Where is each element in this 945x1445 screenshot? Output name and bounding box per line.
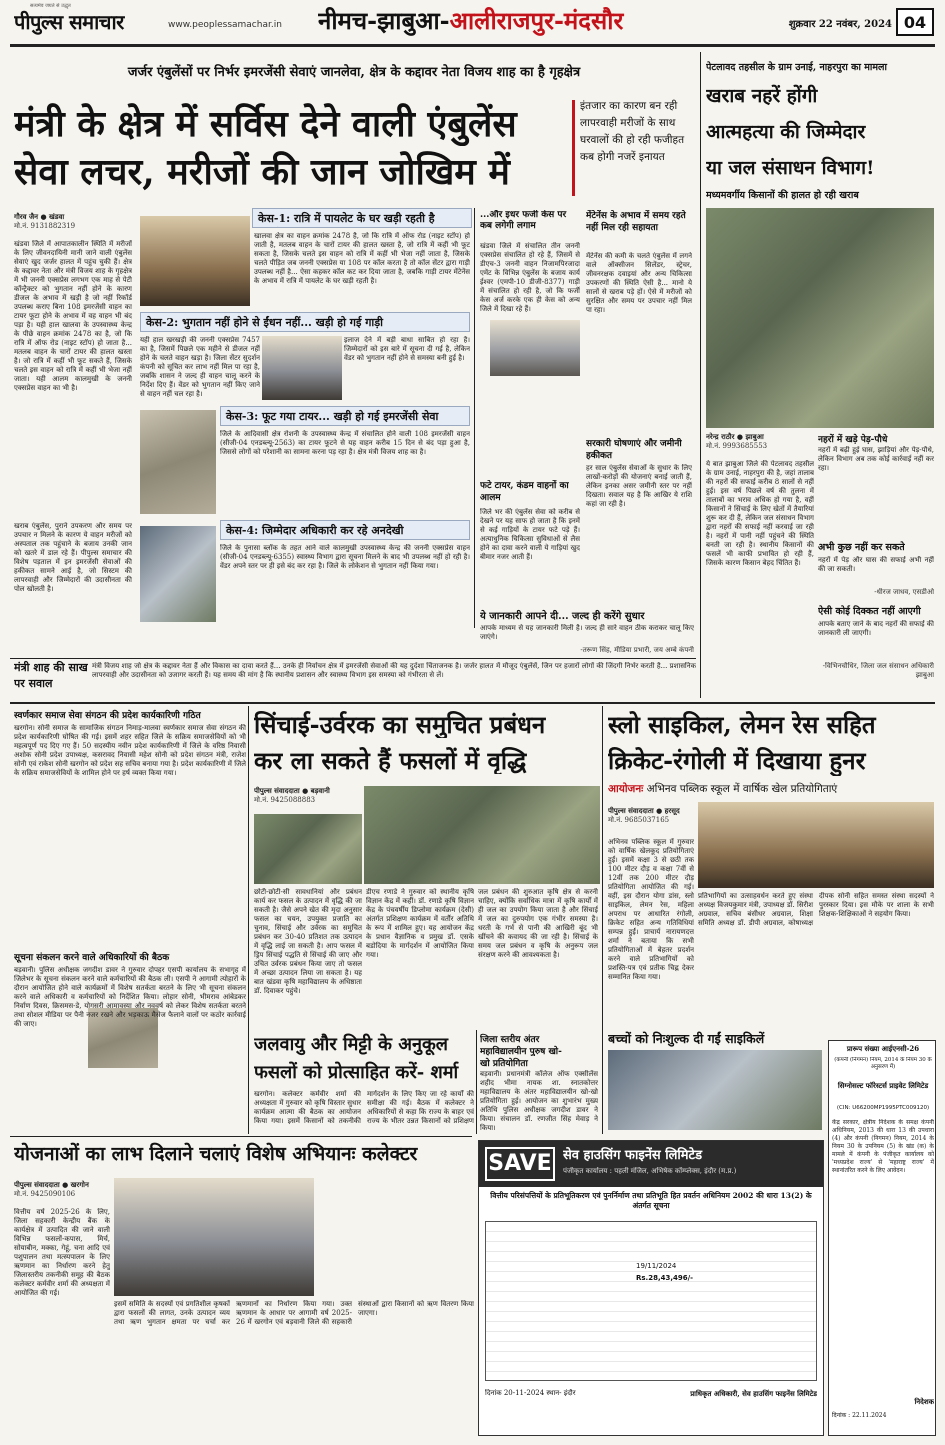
irrigation-mobile: मो.नं. 9425088883 [254, 796, 316, 804]
climate-body: खरगोन। कलेक्टर कर्मवीर शर्मा की अध्यक्षता में गुरुवार को कृषि विस्तार सुधार कार्यक्रम आत्मा की बैठक का आयोजन किया गया। इसमें किसानों को तकनीकी मार्गदर्शन के लिए किए जा रहे कार्यों की समीक्षा की गई। बैठक में कलेक्टर ने अधिकारियों से कहा कि राज्य के बाहर एवं राज्य के भीतर उन्नत किसानों को प्रशिक्षण [254, 1090, 474, 1125]
maint-text: मेंटेनेंस की कमी के चलते एंबुलेंस में लगने वाले ऑक्सीजन सिलेंडर, स्ट्रेचर, जीवनरक्षक दवाइयां और अन्य चिकित्सा उपकरणों की स्थिति ऐसी है... मानो ये सालों से खराब पड़े हों। ऐसे में मरीजों को सुरक्षित और समय पर उपचार नहीं मिल पा रहा। [586, 252, 692, 314]
notice-table [485, 1221, 817, 1381]
form-cin: (CIN: U66200MP1995PTC009120) [836, 1105, 930, 1111]
irrigation-byline: पीपुल्स संवाददाता ● बड़वानी [254, 786, 330, 795]
lead-column-rule [474, 208, 475, 628]
case-4-title: केस-4: जिम्मेदार अधिकारी कर रहे अनदेखी [220, 520, 470, 540]
region-part-1: नीमच-झाबुआ- [318, 6, 450, 35]
ambulance-photo-3 [140, 410, 216, 514]
school-body-2: प्रतिभागियों का उत्साहवर्धन करते हुए संस्था अध्यक्ष विजयकुमार मंत्री, उपाध्यक्ष डॉ. सिरीश अग्रवाल, सचिव बंसीधर अग्रवाल, शिक्षा समिति अध्यक्ष डॉ. डीपी अग्रवाल, कोषाध्यक्ष दीपक सोनी सहित समस्त संस्था सदस्यों ने पुरस्कार दिया। इस मौके पर शाला के सभी शिक्षक-शिक्षिकाओं ने सहयोग किया। [698, 892, 934, 927]
lead-quote-bar [572, 100, 575, 196]
lead-headline-1: मंत्री के क्षेत्र में सर्विस देने वाली एंबुलेंस [14, 103, 517, 145]
school-body: अभिनव पब्लिक स्कूल में गुरुवार को वार्षिक खेलकूद प्रतियोगिताएं हुईं। इसमें कक्षा 3 से छठी तक 100 मीटर दौड़ व कक्षा 7वीं से 12वीं तक 200 मीटर दौड़ प्रतियोगिता आयोजित की गई। वहीं, इस दौरान योगा डांस, स्लो साइकिल, लेमन रेस, महिला अपराध पर आधारित रंगोली, क्रिकेट सहित अन्य गतिविधियां सम्पन्न हुईं। प्राचार्य नारायणदत्त शर्मा ने बताया कि सभी प्रतियोगिताओं में बेहतर प्रदर्शन करने वाले प्रतिभागियों को प्रशस्ति-पत्र एवं प्रतीक चिह्न देकर सम्मानित किया गया। [608, 838, 694, 981]
lead-kicker: जर्जर एंबुलेंसों पर निर्भर इमरजेंसी सेवाएं जानलेवा, क्षेत्र के कद्दावर नेता विजय शाह का है गृहक्षेत्र [127, 65, 581, 80]
section-rule-2 [10, 1136, 472, 1137]
lead-body-1: खंडवा जिले में आपातकालीन स्थिति में मरीजों के लिए जीवनदायिनी मानी जाने वाली एंबुलेंस सेवाएं खुद जर्जर हालत में पहुंच चुकी हैं। क्षेत्र के कद्दावर नेता और मंत्री विजय शाह के गृहक्षेत्र में भी जननी एक्सप्रेस लगभग एक माह से पेटी कॉन्ट्रैक्टर को भुगतान नहीं होने के कारण डीजल के अभाव में खड़ी है जो नहीं रिकॉर्ड उपलब्ध कराए बिना 108 इमरजेंसी वाहन का टायर फूटा होने के अभाव में वह वाहन भी बंद पड़ा है। यही हाल खालवा के उपस्वास्थ्य केन्द्र के पीछे वाहन क्रमांक 2478 का है, जो कि रात्रि में ऑफ रोड (नाइट स्टॉप) हो जाता है... मतलब वाहन के चारों टायर की हालत खस्ता है। जो रात्रि में कहीं भी फूट सकते हैं, जिसके चलते इस वाहन को रात्रि में कहीं भी भेजा नहीं जाता। यही आलम कालमुखी के जननी एक्सप्रेस वाहन का भी है। [14, 240, 132, 392]
form-text: केंद्र सरकार, क्षेत्रीय निदेशक के समक्ष कंपनी अधिनियम, 2013 की धारा 13 की उपधारा (4) और कंपनी (निगमन) नियम, 2014 के नियम 30 के उपनियम (5) के खंड (क) के मामले में कंपनी के पंजीकृत कार्यालय को 'मध्यप्रदेश राज्य' से 'महाराष्ट्र राज्य' में स्थानांतरित करने के लिए आवेदन। [832, 1119, 934, 1174]
right-body: ये बात झाबुआ जिले की पेटलावद तहसील के ग्राम उनाई, नाहरपुरा की है, जहां तालाब की नहरों की सफाई करीब 8 सालों से नहीं हुई। इस वर्ष पिछले वर्ष की तुलना में तालाबों का भराव अधिक हो गया है, वहीं किसानों ने सिंचाई के लिए खेतों में तैयारियां शुरू कर दी हैं, लेकिन जल संसाधन विभाग द्वारा नहरों की सफाई नहीं करवाई जा रही है। नहरों में पानी नहीं पहुंचने की स्थिति बनती जा रही है। स्थानीय किसानों की फसलें भी काफी प्रभावित हो रही हैं, जिसके कारण किसान बेहद चिंतित हैं। [706, 460, 814, 567]
school-kicker-label: आयोजनः [608, 783, 644, 795]
case-1-title: केस-1: रात्रि में पायलेट के घर खड़ी रहती है [252, 208, 472, 228]
school-mobile: मो.नं. 9685037165 [608, 816, 670, 824]
notice-sig: प्राधिकृत अधिकारी, सेव हाउसिंग फाइनेंस लिमिटेड [690, 1389, 817, 1398]
fate-text: जिले भर की एंबुलेंस सेवा को करीब से देखने पर यह साफ हो जाता है कि इनमें से कई गाड़ियों के टायर फटे पड़े हैं। अत्याधुनिक चिकित्सा सुविधाओं से लैस होने का दावा करने वाली ये गाड़ियां खुद बीमार नजर आती हैं। [480, 508, 580, 561]
case-1-text: खालवा क्षेत्र का वाहन क्रमांक 2478 है, जो कि रात्रि में ऑफ रोड (नाइट स्टॉप) हो जाती है, मतलब वाहन के चारों टायर की हालत खस्ता है, जो रात्रि में कहीं भी फूट सकता है, जिसके चलते इस वाहन को रात्रि में कहीं भी भेजा नहीं जाता है, जिसके चलते पीड़ित जब जननी एक्सप्रेस या 108 पर कॉल करता है तो कॉल सेंटर द्वारा गाड़ी उपलब्ध नहीं है... ऐसा कहकर कॉल कट कर दिया जाता है, जबकि गाड़ी टायर मेंटेनेंस के अभाव में रात्रि में पायलेट के घर खड़ी रहती है। [254, 232, 470, 285]
right-q1-head: अभी कुछ नहीं कर सकते [818, 542, 905, 553]
cycles-title: बच्चों को निःशुल्क दी गईं साइकिलें [608, 1031, 765, 1046]
lead-side-quote: इंतजार का कारण बन रही लापरवाही मरीजों के साथ घरवालों की हो रही फजीहत कब होगी नजरें इनायत [580, 100, 685, 163]
notice-title: वित्तीय परिसंपत्तियों के प्रतिभूतिकरण एवं पुनर्निर्माण तथा प्रतिभूति हित प्रवर्तन अधिनियम 2002 की धारा 13(2) के अंतर्गत सूचना [490, 1191, 812, 1210]
police-body: बड़वानी। पुलिस अधीक्षक जगदीश डावर ने गुरुवार दोपहर एसपी कार्यालय के सभागृह में जिलेभर के सूचना संकलन करने वाले कर्मचारियों की बैठक ली। एसपी ने आगामी त्योहारों के दौरान आयोजित होने वाले कार्यक्रमों में विशेष सतर्कता बरतने के लिए भी सूचना संकलन करने वाले अधिकारी व कर्मचारियों को निर्देशित किया। लोहार सोनी, भीमराव आंबेडकर निर्वाण दिवस, क्रिसमस-डे, योगसरी आमावस्या और नववर्ष को लेकर विशेष सतर्कता बरतने तथा सोशल मीडिया पर पैनी नजर रखने और भड़काऊ मैसेज फैलाने वालों पर कठोर कार्रवाई की जाए। [14, 966, 246, 1028]
irrigation-photo-1 [254, 814, 362, 884]
lead-body-2: खराब एंबुलेंस, पुराने उपकरण और समय पर उपचार न मिलने के कारण ये वाहन मरीजों को अस्पताल तक पहुंचाने के बजाय उनकी जान को खतरे में डाल रहे हैं। पीपुल्स समाचार की विशेष पड़ताल में इन इमरजेंसी सेवाओं की हकीकत सामने आई है, जो सिस्टम की लापरवाही और जिम्मेदारों की उदासीनता की पोल खोलती है। [14, 522, 132, 593]
lead-byline-block [14, 212, 134, 238]
climate-title-1: जलवायु और मिट्टी के अनुकूल [254, 1034, 448, 1055]
right-mobile: मो.नं. 9993685553 [706, 442, 768, 450]
yojana-photo [114, 1178, 314, 1296]
school-kicker [608, 782, 934, 798]
school-kicker-text: अभिनव पब्लिक स्कूल में वार्षिक खेल प्रतियोगिताएं [646, 783, 838, 795]
notice-date: 19/11/2024 [636, 1262, 677, 1270]
maint-head: मेंटेनेंस के अभाव में समय रहते नहीं मिल रही सहायता [586, 211, 686, 233]
reader-sig: -तरूण सिंह, मीडिया प्रभारी, जय अम्बे कंपनी [580, 646, 694, 654]
swarnkar-title: स्वर्णकार समाज सेवा संगठन की प्रदेश कार्यकारिणी गठित [14, 711, 201, 721]
save-ad-header [479, 1141, 823, 1187]
save-title: सेव हाउसिंग फाइनेंस लिमिटेड [563, 1148, 703, 1163]
case-4-text: जिले के पुनासा ब्लॉक के तहत आने वाले कालमुखी उपस्वास्थ्य केन्द्र की जननी एक्सप्रेस वाहन (सीजी-04 एनडब्ल्यू-6355) स्वास्थ्य विभाग द्वारा सूचना मिलने के बाद भी उपलब्ध नहीं हो रही है। वेंडर अपने स्तर पर ही इसे बंद कर रहा है। जिले के लोकेशन से भुगतान नहीं किया गया। [220, 544, 470, 570]
case-2-title: केस-2: भुगतान नहीं होने से ईंधन नहीं... खड़ी हो गई गाड़ी [140, 312, 470, 332]
masthead-tagline: सत्यमेव जयते से उद्धृत [30, 3, 71, 9]
masthead-date: शुक्रवार 22 नवंबर, 2024 [788, 19, 892, 30]
case-3-text: जिले के आदिवासी क्षेत्र रोशनी के उपस्वास्थ्य केन्द्र में संचालित होने वाली 108 इमरजेंसी वाहन (सीजी-04 एनडब्ल्यू-2563) का टायर फूटने से यह वाहन करीब 15 दिन से बंद पड़ा हुआ है, जिससे लोगों को परेशानी का सामना करना पड़ रहा है। क्षेत्र मंत्री विजय शाह का है। [220, 430, 470, 456]
col-rule-b [476, 1030, 477, 1134]
ambulance-photo-4 [140, 526, 216, 622]
form-sub: (कंपनी (निगमन) नियम, 2014 के नियम 30 के अनुसरण में) [834, 1057, 932, 1070]
col-rule-c [602, 706, 603, 1134]
irrigation-body-2: डीएच रणाडे ने गुरुवार को स्थानीय कृषि विज्ञान केंद्र में कहीं। डॉ. रणाडे कृषि विज्ञान केंद्र के पंचवर्षीय डिप्लोमा कार्यक्रम (देसी) अंतर्गत प्रशिक्षण कार्यक्रम में वर्तौर अतिथि के रूप में शामिल हुए। यह आयोजन केंद्र के प्रधान वैज्ञानिक व प्रमुख डॉ. एसके बडोदिया के मार्गदर्शन में आयोजित किया गया। [366, 888, 474, 959]
masthead-website[interactable]: www.peoplessamachar.in [168, 20, 282, 30]
school-byline-block [608, 806, 694, 832]
ambulance-photo-5 [490, 320, 580, 376]
masthead-region [318, 4, 698, 38]
school-photo [698, 802, 934, 888]
irrigation-body: छोटी-छोटी-सी सावधानियां और प्रबंधन कार्य कर फसल के उत्पादन में वृद्धि की जा सकती है। जैसे अपने खेत की मृदा अनुसार फसल का चयन, उपयुक्त प्रजाति का चुनाव, सिंचाई और उर्वरक का समुचित प्रबंधन कर 30-40 प्रतिशत तक उत्पादन में वृद्धि लाई जा सकती है। आप फसल में ड्रिप सिंचाई पद्धति से सिंचाई की जाए और उचित उर्वरक प्रबंधन किया जाए तो फसल में अच्छा उत्पादन लिया जा सकता है। यह बात खंडवा कृषि महाविद्यालय के अधिष्ठाता डॉ. दिवाकर पहुंचे। [254, 888, 362, 995]
irrigation-title-2: कर ला सकते हैं फसलों में वृद्धि [254, 746, 527, 774]
youth-body: बड़वानी। प्रधानमंत्री कॉलेज ऑफ एक्सीलेंस शहीद भीमा नायक शा. स्नातकोत्तर महाविद्यालय के अंतर महाविद्यालयीन खो-खो प्रतियोगिता हुई। आयोजन का शुभारंभ मुख्य अतिथि पुलिस अधीक्षक जगदीश डावर ने किया। संचालन डॉ. रणजीत सिंह मेवाड़ ने किया। [480, 1070, 598, 1132]
notice-place: दिनांक 20-11-2024 स्थान- इंदौर [485, 1389, 576, 1397]
right-byline: नरेन्द्र राठौर ● झाबुआ [706, 432, 764, 441]
save-ad[interactable] [478, 1140, 824, 1436]
school-byline: पीपुल्स संवाददाता ● हरसूद [608, 806, 680, 815]
section-rule-1 [10, 702, 935, 704]
lead-bottom-rule [10, 658, 696, 659]
lead-headline-2: सेवा लचर, मरीजों की जान जोखिम में [14, 151, 510, 193]
right-headline-3: या जल संसाधन विभाग! [706, 157, 875, 179]
right-q2-text: आपके बताए जाने के बाद नहरों की सफाई की जानकारी ली जाएगी। [818, 620, 934, 637]
right-byline-block [706, 432, 814, 458]
page-number: 04 [896, 8, 934, 36]
irrigation-title-1: सिंचाई-उर्वरक का समुचित प्रबंधन [254, 710, 546, 738]
notice-amount: Rs.28,43,496/- [636, 1274, 694, 1282]
lead-byline: गौरव जैन ● खंडवा [14, 212, 65, 221]
right-subhead: मध्यमवर्गीय किसानों की हालत हो रही खराब [706, 190, 859, 201]
right-q1-sig: -धीरज जाधव, एसडीओ [874, 588, 934, 596]
case-3-title: केस-3: फूट गया टायर... खड़ी हो गई इमरजेंसी सेवा [220, 406, 470, 426]
youth-title-2: महाविद्यालयीन पुरुष खो- [480, 1047, 562, 1056]
col-rule-a [248, 706, 249, 1134]
form-date: दिनांक : 22.11.2024 [832, 1412, 887, 1419]
gov-text: हर साल एंबुलेंस सेवाओं के सुधार के लिए लाखों-करोड़ों की योजनाएं बनाई जाती हैं, लेकिन इनका असर जमीनी स्तर पर नहीं दिखता। सवाल यह है कि आखिर ये राशि कहां जा रही है। [586, 464, 692, 508]
right-caption: नहरों में खड़े पेड़-पौधे [818, 435, 888, 444]
ambulance-photo-2 [262, 336, 342, 400]
mid-head: ...और इधर फर्जी केस पर कब लगेगी लगाम [480, 210, 567, 231]
swarnkar-body: खरगोन। सोनी समाज के सामाजिक संगठन निमाड़-मालवा स्वर्णकार समाज सेवा संगठन की प्रदेश कार्यकारिणी घोषित की गई। इसमें शहर सहित जिले के सक्रिय समाजसेवियों को भी महत्वपूर्ण पद दिए गए हैं। 50 सदस्यीय नवीन प्रदेश कार्यकारिणी में जिले के वरिष्ठ निवासी अशोक सोनी प्रदेश उपाध्यक्ष, कसरावद निवासी महेश सोनी को प्रदेश संगठन मंत्री, राजेश सोनी एवं राकेश सोनी खरगोन को प्रदेश सह सचिव बनाया गया है। प्रदेश कार्यकारिणी में जिले के सक्रिय समाजसेवियों के शामिल होने पर हर्ष व्यक्त किया गया। [14, 724, 246, 777]
school-title-1: स्लो साइकिल, लेमन रेस सहित [608, 710, 876, 739]
form-company: सिग्नोसल्ट फॉरेस्टर्स प्राइवेट लिमिटेड [837, 1081, 929, 1090]
yojana-body: वित्तीय वर्ष 2025-26 के लिए, जिला सहकारी केन्द्रीय बैंक के कार्यक्षेत्र में उत्पादित की जाने वाली विभिन्न फसलों-कपास, मिर्च, सोयाबीन, मक्का, गेहूं, चना आदि एवं पशुपालन तथा मत्स्यपालन के लिए ऋणमान का निर्धारण करने हेतु जिलास्तरीय तकनीकी समूह की बैठक कलेक्टर कर्मवीर शर्मा की अध्यक्षता में आयोजित की गई। [14, 1208, 110, 1297]
fate-head: फटे टायर, कंडम वाहनों का आलम [480, 481, 569, 503]
region-part-2: आलीराजपुर- [449, 6, 564, 35]
right-kicker: पेटलावद तहसील के ग्राम उनाई, नाहरपुरा का मामला [706, 62, 887, 73]
save-brand: SAVE [485, 1147, 555, 1181]
right-caption-text: नहरों में बढ़ी हुई घास, झाड़ियां और पेड़-पौधे, लेकिन विभाग अब तक कोई कार्रवाई नहीं कर रहा। [818, 446, 934, 472]
police-title: सूचना संकलन करने वाले अधिकारियों की बैठक [14, 953, 170, 963]
yojana-byline-block [14, 1180, 110, 1206]
save-sub: पंजीकृत कार्यालय : पहली मंजिल, अभिषेक कॉम्प्लेक्स, इंदौर (म.प्र.) [563, 1167, 737, 1175]
masthead [0, 0, 945, 44]
reader-head: ये जानकारी आपने दी... जल्द ही करेंगे सुधार [480, 611, 645, 622]
masthead-logo[interactable]: पीपुल्स समाचार [14, 10, 124, 34]
q-text: मंत्री विजय शाह जो क्षेत्र के कद्दावर नेता हैं और विकास का दावा करते हैं... उनके ही निर्वाचन क्षेत्र में इमरजेंसी सेवाओं की यह दुर्दशा चिंताजनक है। जर्जर हालत में मौजूद एंबुलेंसें, जिन पर हजारों लोगों की जिंदगी निर्भर करती है... प्रशासनिक लापरवाही और उदासीनता को उजागर करती हैं। यह समय की मांग है कि स्थानीय प्रशासन और स्वास्थ्य विभाग इस समस्या को गंभीरता से लें। [92, 662, 696, 679]
youth-title-1: जिला स्तरीय अंतर [480, 1035, 540, 1044]
right-column-rule [700, 52, 701, 698]
region-part-3: मंदसौर [563, 6, 624, 35]
form-sig: निदेशक [914, 1397, 934, 1406]
case-2-text-cont: इलाज देने में बड़ी बाधा साबित हो रहा है। जिम्मेदारों को इस बारे में सूचना दी गई है, लेकिन वेंडर को भुगतान नहीं होने से समस्या बनी हुई है। [344, 336, 470, 362]
gov-head: सरकारी घोषणाएं और जमीनी हकीकत [586, 439, 682, 461]
mid-text: खंडवा जिले में संचालित तीन जननी एक्सप्रेस संचालित हो रहे हैं, जिसमें से डीएच-3 जननी वाहन निजामपिरजादा एमेंट के विभिन्न एंबुलेंस के बजाय कार्य ईश्वर (एमपी-10 डीजी-8377) गाड़ी में संचालित हो रही है, जो कि फर्जी केस अर्ज करके एक ही केस को अन्य जिले में दिखा रहे हैं। [480, 242, 580, 313]
youth-title-3: खो प्रतियोगिता [480, 1059, 528, 1068]
irrigation-photo-2 [364, 786, 600, 884]
canal-photo [706, 208, 934, 428]
yojana-mobile: मो.नं. 9425090106 [14, 1190, 76, 1198]
case-2-text: यही हाल खरखड़ी की जननी एक्सप्रेस 7457 का है, जिसमें पिछले एक महीने से डीजल नहीं होने के चलते वाहन खड़ा है। जिला सेंटर सुदर्शन कंपनी को सूचित कर लाभ नहीं मिल पा रहा है, जबकि शासन ने जल्द ही वाहन चालू करने के निर्देश दिए हैं। वेंडर को भुगतान नहीं किए जाने से वाहन नहीं चल रहा है। [140, 336, 260, 398]
right-q2-sig: -विभिनचौधिर, जिला जल संसाधन अधिकारी झाबुआ [822, 662, 934, 679]
right-headline-1: खराब नहरें होंगी [706, 85, 818, 107]
cycles-photo [608, 1050, 822, 1130]
right-q2-head: ऐसी कोई दिक्कत नहीं आएगी [818, 606, 921, 617]
yojana-title: योजनाओं का लाभ दिलाने चलाएं विशेष अभियानः कलेक्टर [14, 1143, 418, 1165]
irrigation-byline-block [254, 786, 374, 812]
lead-mobile: मो.नं. 9131882319 [14, 222, 76, 230]
irrigation-body-3: जल प्रबंधन की शुरुआत कृषि क्षेत्र से करनी चाहिए, क्योंकि सर्वाधिक मात्रा में कृषि कार्यों में ही जल का उपयोग किया जाता है और सिंचाई में जल का दुरुपयोग एक गंभीर समस्या है। धरती के गर्भ से पानी की आखिरी बूंद भी खींचने की कवायद की जा रही है। सिंचाई के समय जल प्रबंधन व कृषि के अनुरूप जल संरक्षण करने की आवश्यकता है। [478, 888, 598, 959]
climate-title-2: फसलों को प्रोत्साहित करें- शर्मा [254, 1062, 459, 1083]
right-headline-2: आत्महत्या की जिम्मेदार [706, 121, 866, 143]
ambulance-photo-1 [140, 216, 250, 306]
q-label: मंत्री शाह की साख पर सवाल [14, 661, 88, 690]
form-title: प्रारूप संख्या आईएनसी-26 [846, 1044, 920, 1053]
yojana-body-2: इसमें समिति के सदस्यों एवं प्रगतिशील कृषकों द्वारा फसलों की लागत, उनके उत्पादन व्यय तथा ऋण भुगतान क्षमता पर चर्चा कर ऋणमानों का निर्धारण किया गया। उक्त ऋणमान के आधार पर आगामी वर्ष 2025-26 में खरगोन एवं बड़वानी जिले की सहकारी संस्थाओं द्वारा किसानों को ऋण वितरण किया जाएगा। [114, 1300, 474, 1326]
right-q1-text: नहरों में पेड़ और घास की सफाई अभी नहीं की जा सकती। [818, 556, 934, 573]
masthead-rule [10, 44, 935, 47]
form-ad[interactable] [828, 1040, 936, 1436]
yojana-byline: पीपुल्स संवाददाता ● खरगोन [14, 1180, 89, 1189]
school-title-2: क्रिकेट-रंगोली में दिखाया हुनर [608, 746, 866, 775]
reader-text: आपके माध्यम से यह जानकारी मिली है। जल्द ही सारे वाहन ठीक कराकर चालू किए जाएंगे। [480, 624, 694, 641]
